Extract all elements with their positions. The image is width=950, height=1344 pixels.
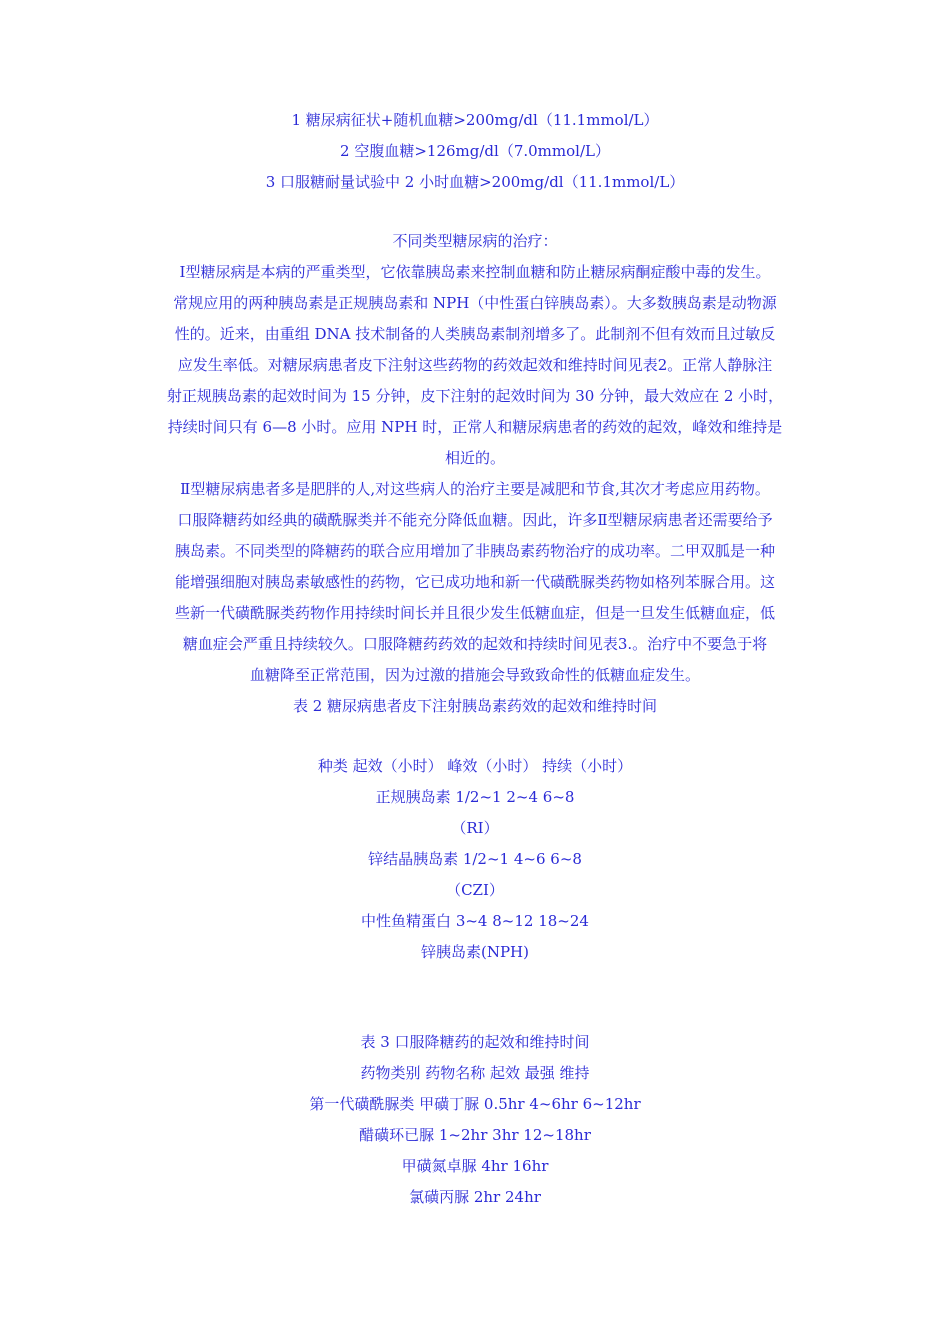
table-row: 甲磺氮卓脲 4hr 16hr	[401, 1157, 549, 1175]
paragraph-line: 相近的。	[444, 449, 505, 467]
table-row: 第一代磺酰脲类 甲磺丁脲 0.5hr 4~6hr 6~12hr	[309, 1095, 641, 1113]
paragraph-line: 口服降糖药如经典的磺酰脲类并不能充分降低血糖。因此，许多Ⅱ型糖尿病患者还需要给予	[177, 511, 773, 529]
table-row: 醋磺环已脲 1~2hr 3hr 12~18hr	[359, 1126, 591, 1144]
treatment-heading: 不同类型糖尿病的治疗：	[392, 232, 558, 250]
table3-caption: 表 3 口服降糖药的起效和维持时间	[360, 1033, 590, 1051]
paragraph-line: 性的。近来，由重组 DNA 技术制备的人类胰岛素制剂增多了。此制剂不但有效而且过敏反	[174, 325, 776, 343]
table-row: 中性鱼精蛋白 3~4 8~12 18~24	[361, 912, 589, 930]
paragraph-line: 血糖降至正常范围，因为过激的措施会导致致命性的低糖血症发生。	[249, 666, 700, 684]
type1-paragraph	[140, 257, 810, 474]
table-row: 正规胰岛素 1/2~1 2~4 6~8	[375, 788, 575, 806]
type2-paragraph	[140, 474, 810, 691]
diagnostic-criteria	[140, 105, 810, 198]
table-row: 锌胰岛素(NPH)	[420, 943, 529, 961]
table2	[140, 751, 810, 968]
spacer	[140, 198, 810, 226]
paragraph-line: 射正规胰岛素的起效时间为 15 分钟，皮下注射的起效时间为 30 分钟，最大效应在 2 小时，	[166, 387, 784, 405]
table-row: （CZI）	[446, 881, 504, 899]
table2-caption: 表 2 糖尿病患者皮下注射胰岛素药效的起效和维持时间	[292, 697, 658, 715]
table3-header: 药物类别 药物名称 起效 最强 维持	[360, 1064, 590, 1082]
spacer	[140, 968, 810, 1027]
paragraph-line: Ⅱ型糖尿病患者多是肥胖的人,对这些病人的治疗主要是减肥和节食,其次才考虑应用药物。	[180, 480, 770, 498]
paragraph-line: 常规应用的两种胰岛素是正规胰岛素和 NPH（中性蛋白锌胰岛素）。大多数胰岛素是动物源	[173, 294, 777, 312]
table2-header: 种类 起效（小时） 峰效（小时） 持续（小时）	[317, 757, 633, 775]
criterion-line: 1 糖尿病征状+随机血糖>200mg/dl（11.1mmol/L）	[291, 111, 659, 129]
table-row: （RI）	[451, 819, 499, 837]
table-row: 氯磺丙脲 2hr 24hr	[409, 1188, 541, 1206]
table-row: 锌结晶胰岛素 1/2~1 4~6 6~8	[368, 850, 582, 868]
paragraph-line: 胰岛素。不同类型的降糖药的联合应用增加了非胰岛素药物治疗的成功率。二甲双胍是一种	[174, 542, 775, 560]
criterion-line: 3 口服糖耐量试验中 2 小时血糖>200mg/dl（11.1mmol/L）	[265, 173, 685, 191]
paragraph-line: 应发生率低。对糖尿病患者皮下注射这些药物的药效起效和维持时间见表2。正常人静脉注	[177, 356, 773, 374]
paragraph-line: 能增强细胞对胰岛素敏感性的药物，它已成功地和新一代磺酰脲类药物如格列苯脲合用。这	[174, 573, 775, 591]
criterion-line: 2 空腹血糖>126mg/dl（7.0mmol/L）	[340, 142, 610, 160]
paragraph-line: 些新一代磺酰脲类药物作用持续时间长并且很少发生低糖血症，但是一旦发生低糖血症，低	[174, 604, 775, 622]
document-page	[140, 105, 810, 1213]
paragraph-line: 持续时间只有 6—8 小时。应用 NPH 时，正常人和糖尿病患者的药效的起效，峰效和维持是	[167, 418, 783, 436]
table3	[140, 1027, 810, 1213]
paragraph-line: 糖血症会严重且持续较久。口服降糖药药效的起效和持续时间见表3.。治疗中不要急于将	[182, 635, 768, 653]
paragraph-line: Ⅰ型糖尿病是本病的严重类型，它依靠胰岛素来控制血糖和防止糖尿病酮症酸中毒的发生。	[179, 263, 771, 281]
spacer	[140, 722, 810, 751]
